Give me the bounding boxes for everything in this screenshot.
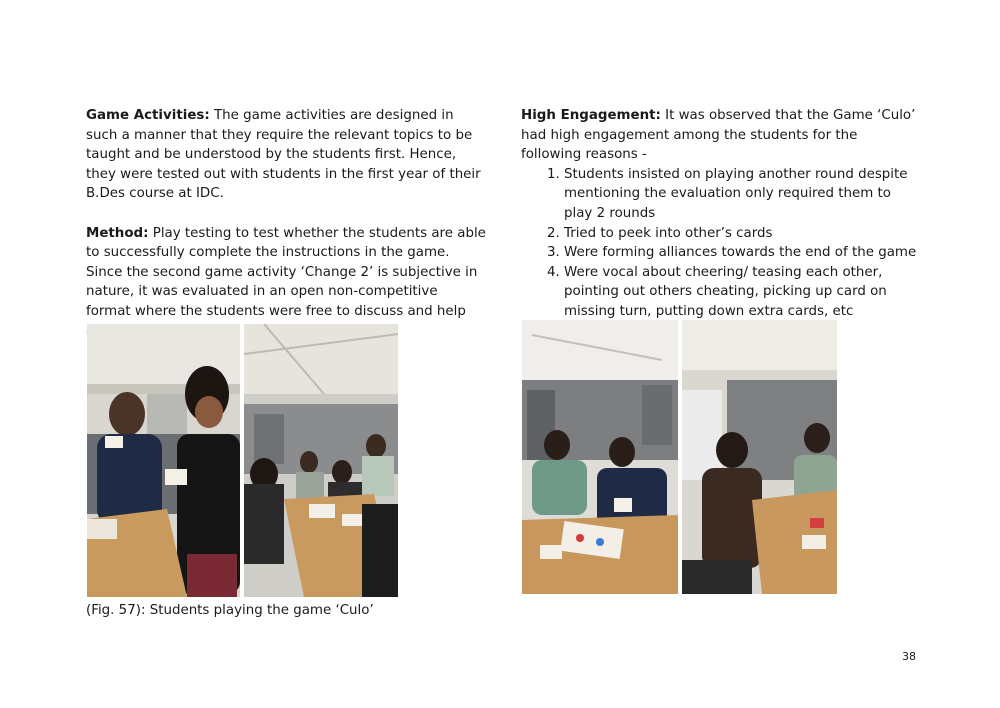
photo-students-at-table xyxy=(244,324,398,597)
figure-caption: (Fig. 57): Students playing the game ‘Culo’ xyxy=(86,603,374,618)
game-activities-paragraph xyxy=(86,106,486,204)
method-heading: Method: xyxy=(86,225,149,241)
list-item: 3. Were forming alliances towards the end of the game xyxy=(564,243,921,263)
reasons-list xyxy=(521,165,921,322)
list-item: 2. Tried to peek into other’s cards xyxy=(564,224,921,244)
list-item: 4. Were vocal about cheering/ teasing each other, pointing out others cheating, picking up card on missing turn, putting down extra cards, etc xyxy=(564,263,921,322)
photo-students-laughing xyxy=(87,324,240,597)
list-item: 1. Students insisted on playing another round despite mentioning the evaluation only required them to play 2 rounds xyxy=(564,165,921,224)
engagement-heading: High Engagement: xyxy=(521,108,661,123)
left-column xyxy=(86,106,486,341)
engagement-paragraph xyxy=(521,106,921,165)
method-text: Play testing to test whether the students are able to successfully complete the instructions in the game. Since the second game activity ‘Change 2’ is subjective in nature, it was evaluated in an open non-competitive format where the students were free to discuss and help xyxy=(86,225,486,319)
photo-students-with-cards xyxy=(522,320,678,594)
engagement-text: It was observed that the Game ‘Culo’ had high engagement among the students for the following reasons - xyxy=(521,108,916,163)
right-column xyxy=(521,106,921,322)
game-activities-text: The game activities are designed in such a manner that they require the relevant topics to be taught and be understood by the students first. Hence, they were tested out with students in the first year of their B.Des course at IDC. xyxy=(86,108,481,202)
game-activities-heading: Game Activities: xyxy=(86,108,210,123)
page-number: 38 xyxy=(902,650,916,663)
photo-students-playing-round xyxy=(682,320,837,594)
